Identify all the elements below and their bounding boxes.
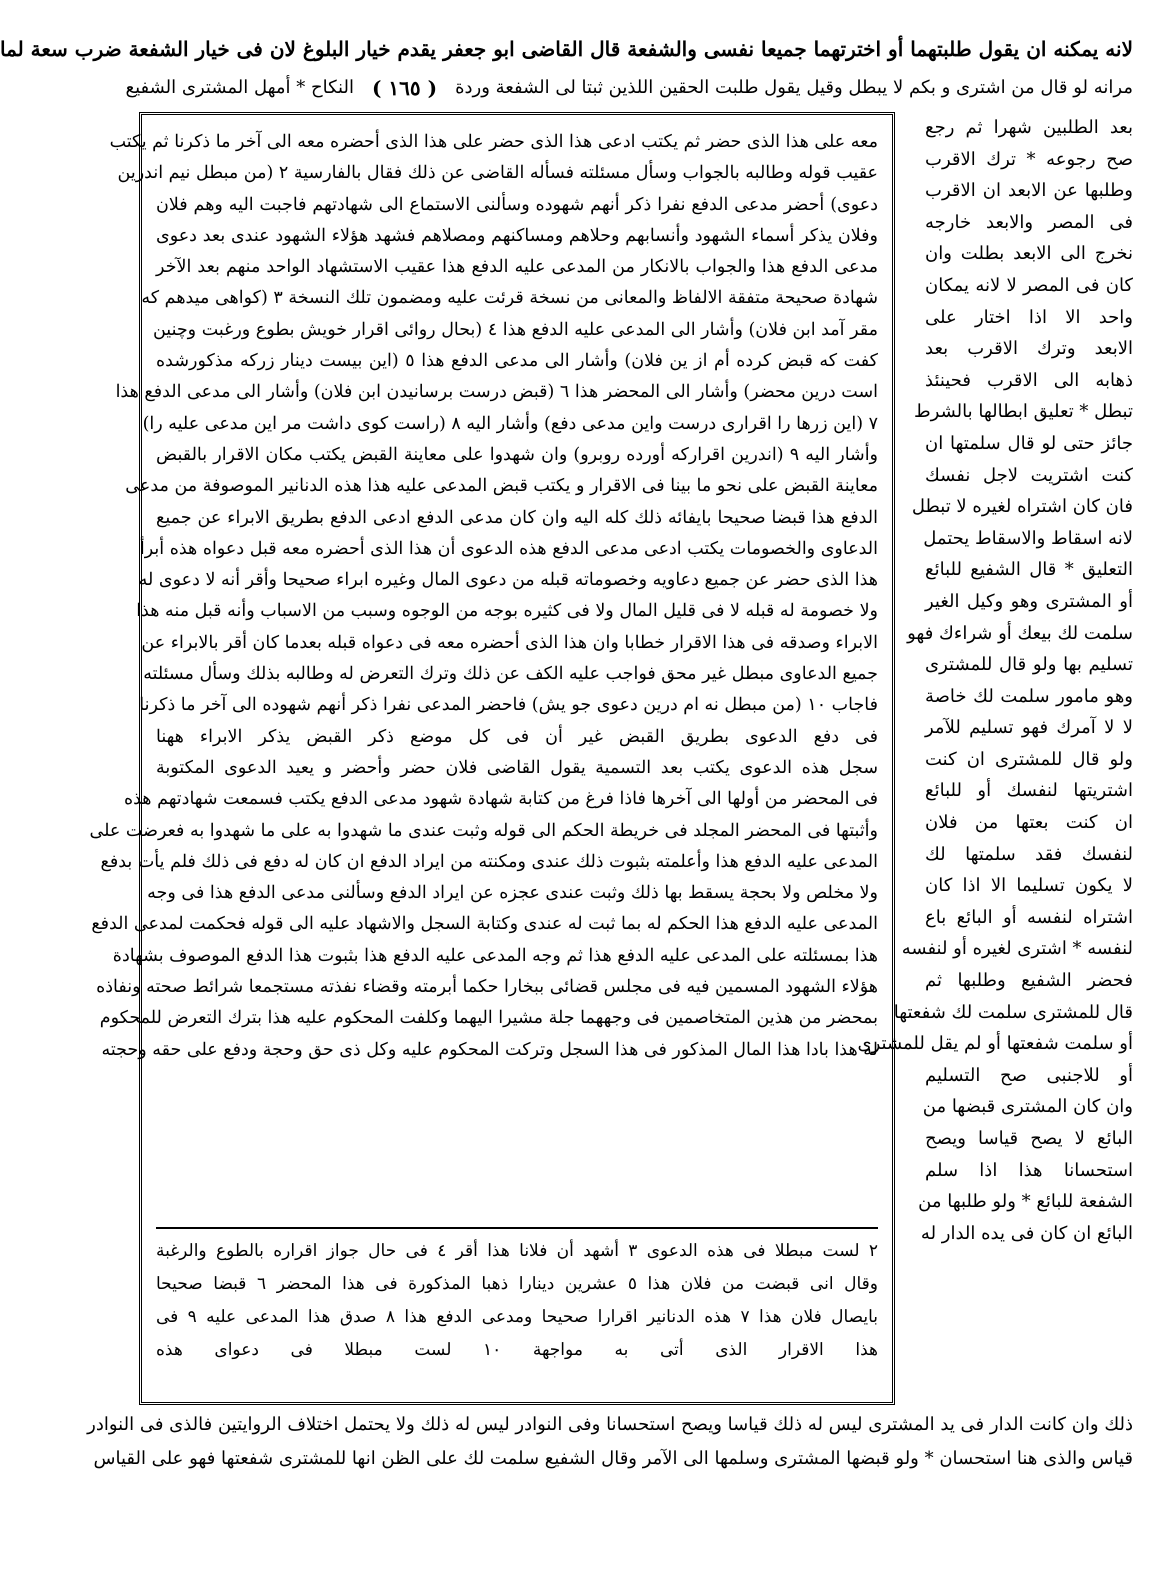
main-text-line: فاجاب ١٠ (من مبطل نه ام درين دعوى جو يش) فاحضر المدعى نفرا ذكر أنهم شهوده الى آخر ما ذكرنا: [139, 695, 878, 716]
margin-line: البائع ان كان فى يده الدار له: [920, 1222, 1133, 1244]
main-text-line: له هذا بادا هذا المال المذكور فى هذا السجل وتركت المحكوم عليه وكل ذى حق وحجة ودفع على حقه وحجته: [101, 1039, 878, 1060]
main-text-line: كفت كه قبض كرده أم از ين فلان) وأشار الى مدعى الدفع هذا ٥ (اين بيست دينار زركه مذكورشده: [156, 351, 878, 372]
margin-line: لا يكون تسليما الا اذا كان: [925, 875, 1133, 897]
main-text-line: بمحضر من هذين المتخاصمين فى وجههما جلة مشيرا اليهما وكلفت المحكوم عليه هذا بترك التعرض للمحكوم: [99, 1008, 878, 1029]
note-line: هذا الاقرار الذى أتى به مواجهة ١٠ لست مبطلا فى دعواى هذه: [156, 1340, 878, 1360]
margin-line: وطلبها عن الابعد ان الاقرب: [925, 180, 1133, 202]
margin-line: ذهابه الى الاقرب فحينئذ: [925, 369, 1133, 391]
margin-line: نخرج الى الابعد بطلت وان: [925, 243, 1133, 265]
margin-line: اشتراه لنفسه أو البائع باع: [925, 906, 1133, 928]
main-text-frame: [89, 112, 895, 1405]
page-number: ( ١٦٥ ): [371, 76, 438, 100]
main-text-line: جميع الدعاوى مبطل غير محق فواجب عليه الكف عن ذلك وترك التعرض له وطالبه بذلك وسأل مسئلته: [143, 664, 878, 685]
header-line-2-right: مرانه لو قال من اشترى و بكم لا يبطل وقيل يقول طلبت الحقين اللذين ثبتا لى الشفعة وردة: [455, 77, 1133, 98]
note-line: ٢ لست مبطلا فى هذه الدعوى ٣ أشهد أن فلانا هذا أقر ٤ فى حال جواز اقراره بالطوع والرغبة: [156, 1241, 879, 1261]
margin-line: جائز حتى لو قال سلمتها ان: [925, 432, 1133, 454]
margin-line: الشفعة للبائع * ولو طلبها من: [918, 1191, 1133, 1213]
main-text-line: الدفع هذا قبضا صحيحا بايفائه ذلك كله اليه وان كان مدعى الدفع ادعى الدفع بطريق الابراء عن جميع: [156, 507, 878, 528]
margin-line: صح رجوعه * ترك الاقرب: [925, 148, 1133, 170]
main-text-line: دعوى) أحضر مدعى الدفع نفرا ذكر أنهم شهوده وسألنى الاستماع الى شهادتهم فاجبت اليه وهم فلان: [156, 194, 878, 215]
margin-line: وان كان المشترى قبضها من: [922, 1096, 1133, 1118]
margin-line: أو المشترى وهو وكيل الغير: [925, 590, 1133, 612]
margin-line: فحضر الشفيع وطلبها ثم: [925, 970, 1133, 992]
main-text-line: معاينة القبض على نحو ما بينا فى الاقرار و يكتب قبض المدعى عليه هذا هذه الدنانير الموصوفة من مدعى: [125, 476, 878, 497]
main-text-line: سجل هذه الدعوى يكتب بعد التسمية يقول القاضى فلان حضر وأحضر و يعيد الدعوى المكتوبة: [156, 757, 878, 778]
header-line-2: [125, 70, 1133, 106]
main-text-body: [89, 127, 879, 1066]
page-footer: [87, 1408, 1133, 1476]
main-text-line: مدعى الدفع هذا والجواب بالانكار من المدعى عليه الدفع هذا عقيب الاستشهاد الواحد منهم بعد الآخر: [156, 257, 878, 278]
main-text-line: وأشار اليه ٩ (اندرين اقراركه أورده روبرو) وان شهدوا على معاينة القبض يكتب مكان الاقرار بالقبض: [156, 444, 879, 465]
margin-line: تسليم بها ولو قال للمشترى: [925, 654, 1133, 676]
margin-line: كنت اشتريت لاجل نفسك: [925, 464, 1133, 486]
margin-line: أو سلمت شفعتها أو لم يقل للمشترى: [857, 1033, 1133, 1055]
margin-line: لانه اسقاط والاسقاط يحتمل: [923, 527, 1133, 549]
main-text-line: ولا مخلص ولا بحجة يسقط بها ذلك وثبت عندى عجزه عن ايراد الدفع وسألنى مدعى الدفع هذا فى وجه: [147, 883, 878, 904]
margin-line: استحسانا هذا اذا سلم: [925, 1159, 1133, 1181]
main-text-line: الابراء وصدقه فى هذا الاقرار خطابا وان هذا الذى أحضره معه فى دعواه قبله بعدما كان أقر بالابراء عن: [141, 632, 878, 653]
margin-line: أو للاجنبى صح التسليم: [925, 1064, 1133, 1086]
main-text-line: شهادة صحيحة متفقة الالفاظ والمعانى من نسخة قرئت عليه ومضمون تلك النسخة ٣ (كواهى ميدهم كه: [141, 288, 878, 309]
main-text-line: المدعى عليه الدفع هذا الحكم له بما ثبت له عندى وكتابة السجل والاشهاد عليه الى قوله فحكمت لمدعى الدفع: [91, 914, 878, 935]
margin-line: وهو مامور سلمت لك خاصة: [925, 685, 1133, 707]
main-text-line: الدعاوى والخصومات يكتب ادعى مدعى الدفع هذه الدعوى أن هذا الذى أحضره معه قبل دعواه هذه أبرأ: [139, 538, 878, 559]
main-text-line: هذا بمسئلته على المدعى عليه الدفع هذا ثم وجه المدعى عليه الدفع هذا بثبوت هذا الدفع الموصوف بشهادة: [112, 945, 878, 966]
margin-line: قال للمشترى سلمت لك شفعتها: [893, 1001, 1133, 1023]
margin-line: البائع لا يصح قياسا ويصح: [925, 1128, 1133, 1149]
main-text-line: است درين محضر) وأشار الى المحضر هذا ٦ (قبض درست برسانيدن ابن فلان) وأشار الى مدعى الدفع هذا: [115, 382, 878, 403]
margin-line: ان كنت بعتها من فلان: [925, 812, 1133, 834]
main-text-line: ٧ (اين زرها را اقرارى درست واين مدعى دفع) وأشار اليه ٨ (راست كوى داشت مر اين مدعى عليه را): [142, 413, 878, 434]
page-header: [0, 28, 1133, 106]
footer-line-2: قياس والذى هنا استحسان * ولو قبضها المشترى وسلمها الى الآمر وقال الشفيع سلمت لك على الظن انها للمشترى شفعتها فهو على القياس: [93, 1448, 1133, 1469]
footer-line-1: ذلك وان كانت الدار فى يد المشترى ليس له ذلك قياسا ويصح استحسانا وفى النوادر ليس له ذلك ولا يحتمل اختلاف الروايتين فالذى فى النوادر: [87, 1414, 1133, 1435]
margin-line: لا لا آمرك فهو تسليم للآمر: [925, 717, 1133, 739]
main-text-line: وأثبتها فى المحضر المجلد فى خريطة الحكم الى قوله وثبت عندى ما شهدوا به على ما شهدوا به فعرضت على: [89, 820, 878, 841]
margin-line: الابعد وترك الاقرب بعد: [925, 338, 1133, 360]
main-text-line: هؤلاء الشهود المسمين فيه فى مجلس قضائى ببخارا حكما أبرمته وقضاء نفذته مستجمعا شرائط صحته ونفاذه: [96, 977, 878, 998]
margin-line: تبطل * تعليق ابطالها بالشرط: [914, 401, 1133, 423]
margin-line: ولو قال للمشترى ان كنت: [925, 748, 1133, 770]
main-text-line: ولا خصومة له قبله لا فى قليل المال ولا فى كثيره بوجه من الوجوه وسبب من الاسباب وأنه قبل منه هذا: [136, 601, 878, 622]
margin-line: لنفسه * اشترى لغيره أو لنفسه: [901, 938, 1133, 960]
margin-line: واحد الا اذا اختار على: [925, 306, 1133, 328]
header-line-1: لانه يمكنه ان يقول طلبتهما أو اخترتهما جميعا نفسى والشفعة قال القاضى ابو جعفر يقدم خيار البلوغ لان فى خيار الشفعة ضرب سعة لما: [0, 37, 1133, 61]
margin-line: اشتريتها لنفسك أو للبائع: [925, 780, 1133, 802]
margin-line: بعد الطلبين شهرا ثم رجع: [925, 117, 1133, 138]
margin-line: لنفسك فقد سلمتها لك: [925, 843, 1133, 865]
header-line-2-left: النكاح * أمهل المشترى الشفيع: [125, 77, 354, 98]
main-text-line: فى المحضر من أولها الى آخرها فاذا فرغ من كتابة شهادة شهود مدعى الدفع يكتب فسمعت شهادتهم هذه: [123, 789, 878, 810]
main-text-line: معه على هذا الذى حضر ثم يكتب ادعى هذا الذى حضر على هذا الذى أحضره معه الى آخر ما ذكرنا ثم يكتب: [109, 132, 878, 152]
translation-notes: [156, 1227, 878, 1367]
main-text-line: هذا الذى حضر عن جميع دعاويه وخصوماته قبله من دعوى المال وغيره ابراء صحيحا وأقر أنه لا دعوى له: [138, 570, 878, 591]
margin-line: التعليق * قال الشفيع للبائع: [925, 559, 1133, 581]
main-text-line: عقيب قوله وطالبه بالجواب وسأل مسئلته فسأله القاضى عن ذلك فقال بالفارسية ٢ (من مبطل نيم اندرين: [117, 163, 878, 184]
note-line: وقال انى قبضت من فلان هذا ٥ عشرين دينارا ذهبا المذكورة فى هذا المحضر ٦ قبضا صحيحا: [156, 1274, 878, 1294]
note-line: بايصال فلان هذا ٧ هذه الدنانير اقرارا صحيحا ومدعى الدفع هذا ٨ صدق هذا المدعى عليه ٩ فى: [156, 1307, 879, 1327]
margin-line: سلمت لك بيعك أو شراءك فهو: [907, 622, 1133, 644]
margin-line: فان كان اشتراه لغيره لا تبطل: [911, 496, 1133, 518]
margin-commentary: [857, 112, 1133, 1377]
main-text-line: مقر آمد ابن فلان) وأشار الى المدعى عليه الدفع هذا ٤ (بحال روائى اقرار خويش بطوع ورغبت وچنين: [152, 319, 878, 340]
main-text-line: فى دفع الدعوى بطريق القبض غير أن فى كل موضع ذكر القبض يذكر الابراء ههنا: [156, 726, 878, 747]
margin-line: فى المصر والابعد خارجه: [925, 211, 1133, 233]
margin-line: كان فى المصر لا لانه يمكان: [925, 274, 1133, 296]
main-text-line: المدعى عليه الدفع هذا وأعلمته بثبوت ذلك عندى ومكنته من ايراد الدفع ان كان له دفع فى ذلك فلم يأت بدفع: [100, 851, 878, 872]
main-text-line: وفلان يذكر أسماء الشهود وأنسابهم وحلاهم ومساكنهم ومصلاهم فشهد هؤلاء الشهود عندى بعد دعوى: [156, 225, 878, 246]
